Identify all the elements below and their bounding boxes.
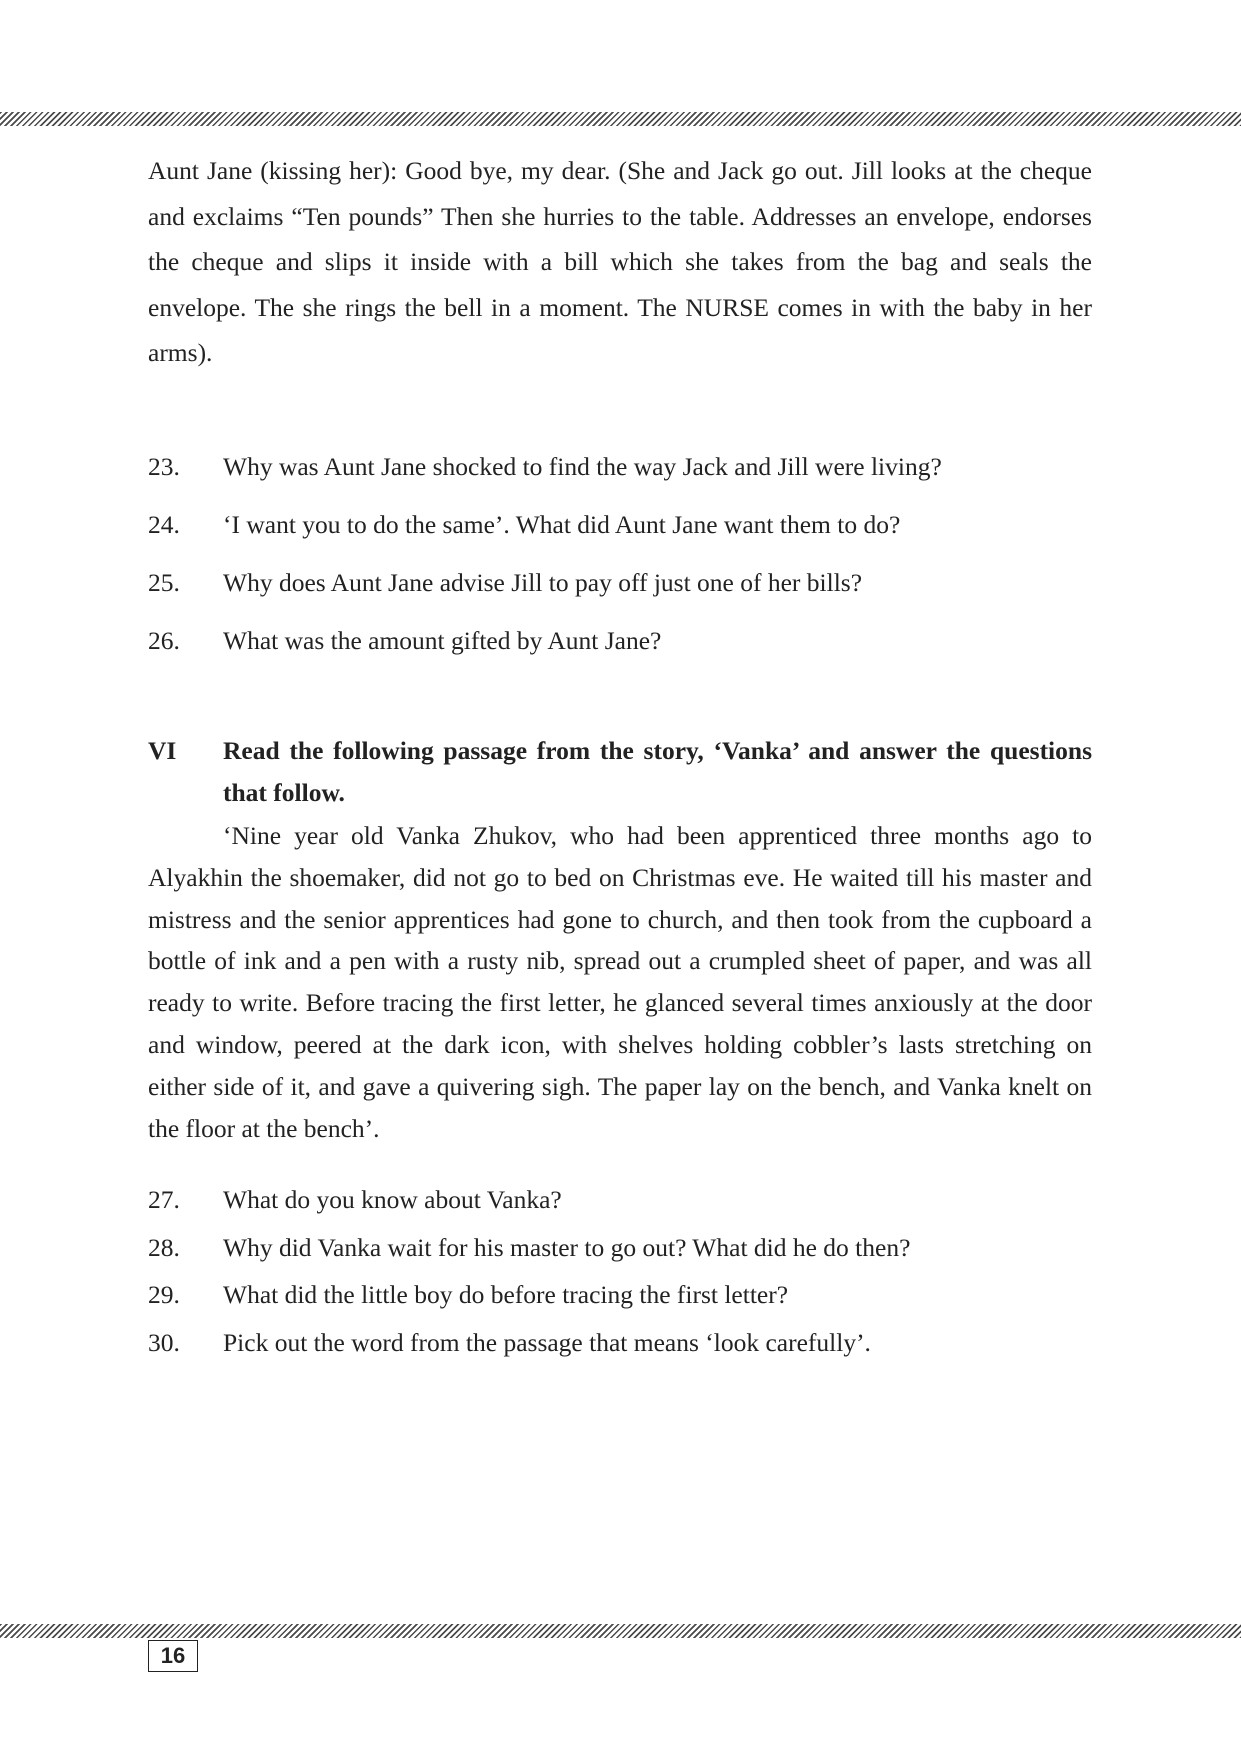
- question-item: [148, 1178, 1092, 1226]
- page-number: 16: [148, 1640, 198, 1672]
- bottom-hatch-border: [0, 1624, 1241, 1638]
- question-number: 24.: [148, 510, 180, 539]
- question-text: Pick out the word from the passage that means ‘look carefully’.: [223, 1327, 871, 1357]
- question-number: 30.: [148, 1327, 180, 1357]
- question-text: Why does Aunt Jane advise Jill to pay off just one of her bills?: [223, 568, 863, 597]
- question-item: [148, 503, 1092, 561]
- question-item: [148, 1321, 1092, 1369]
- question-number: 23.: [148, 452, 180, 481]
- question-number: 27.: [148, 1185, 180, 1214]
- question-item: [148, 619, 1092, 677]
- question-number: 28.: [148, 1232, 180, 1262]
- question-text: What do you know about Vanka?: [223, 1185, 562, 1214]
- section-title: Read the following passage from the story, ‘Vanka’ and answer the questions that follow.: [223, 736, 1092, 807]
- question-item: [148, 445, 1092, 503]
- question-list-27-30: [148, 1178, 1092, 1368]
- question-item: [148, 1226, 1092, 1274]
- intro-paragraph: Aunt Jane (kissing her): Good bye, my dear. (She and Jack go out. Jill looks at the cheque and exclaims “Ten pounds” Then she hurries to the table. Addresses an envelope, endorses the cheque and slips it inside with a bill which she takes from the bag and seals the envelope. The she rings the bell in a moment. The NURSE comes in with the baby in her arms).: [148, 156, 1092, 367]
- question-item: [148, 561, 1092, 619]
- question-number: 25.: [148, 568, 180, 597]
- question-text: ‘I want you to do the same’. What did Aunt Jane want them to do?: [223, 510, 901, 539]
- question-text: What was the amount gifted by Aunt Jane?: [223, 626, 662, 655]
- question-text: Why did Vanka wait for his master to go out? What did he do then?: [223, 1232, 911, 1262]
- question-item: [148, 1273, 1092, 1321]
- question-list-23-26: [148, 445, 1092, 677]
- question-text: Why was Aunt Jane shocked to find the way Jack and Jill were living?: [223, 452, 942, 481]
- section-number: VI: [148, 736, 177, 765]
- section-heading: [148, 730, 1092, 814]
- vanka-passage: ‘Nine year old Vanka Zhukov, who had been apprenticed three months ago to Alyakhin the shoemaker, did not go to bed on Christmas eve. He waited till his master and mistress and the senior apprentices had gone to church, and then took from the cupboard a bottle of ink and a pen with a rusty nib, spread out a crumpled sheet of paper, and was all ready to write. Before tracing the first letter, he glanced several times anxiously at the door and window, peered at the dark icon, with shelves holding cobbler’s lasts stretching on either side of it, and gave a quivering sigh. The paper lay on the bench, and Vanka knelt on the floor at the bench’.: [148, 821, 1092, 1143]
- top-hatch-border: [0, 112, 1241, 126]
- question-text: What did the little boy do before tracing the first letter?: [223, 1280, 789, 1309]
- question-number: 29.: [148, 1280, 180, 1309]
- question-number: 26.: [148, 626, 180, 655]
